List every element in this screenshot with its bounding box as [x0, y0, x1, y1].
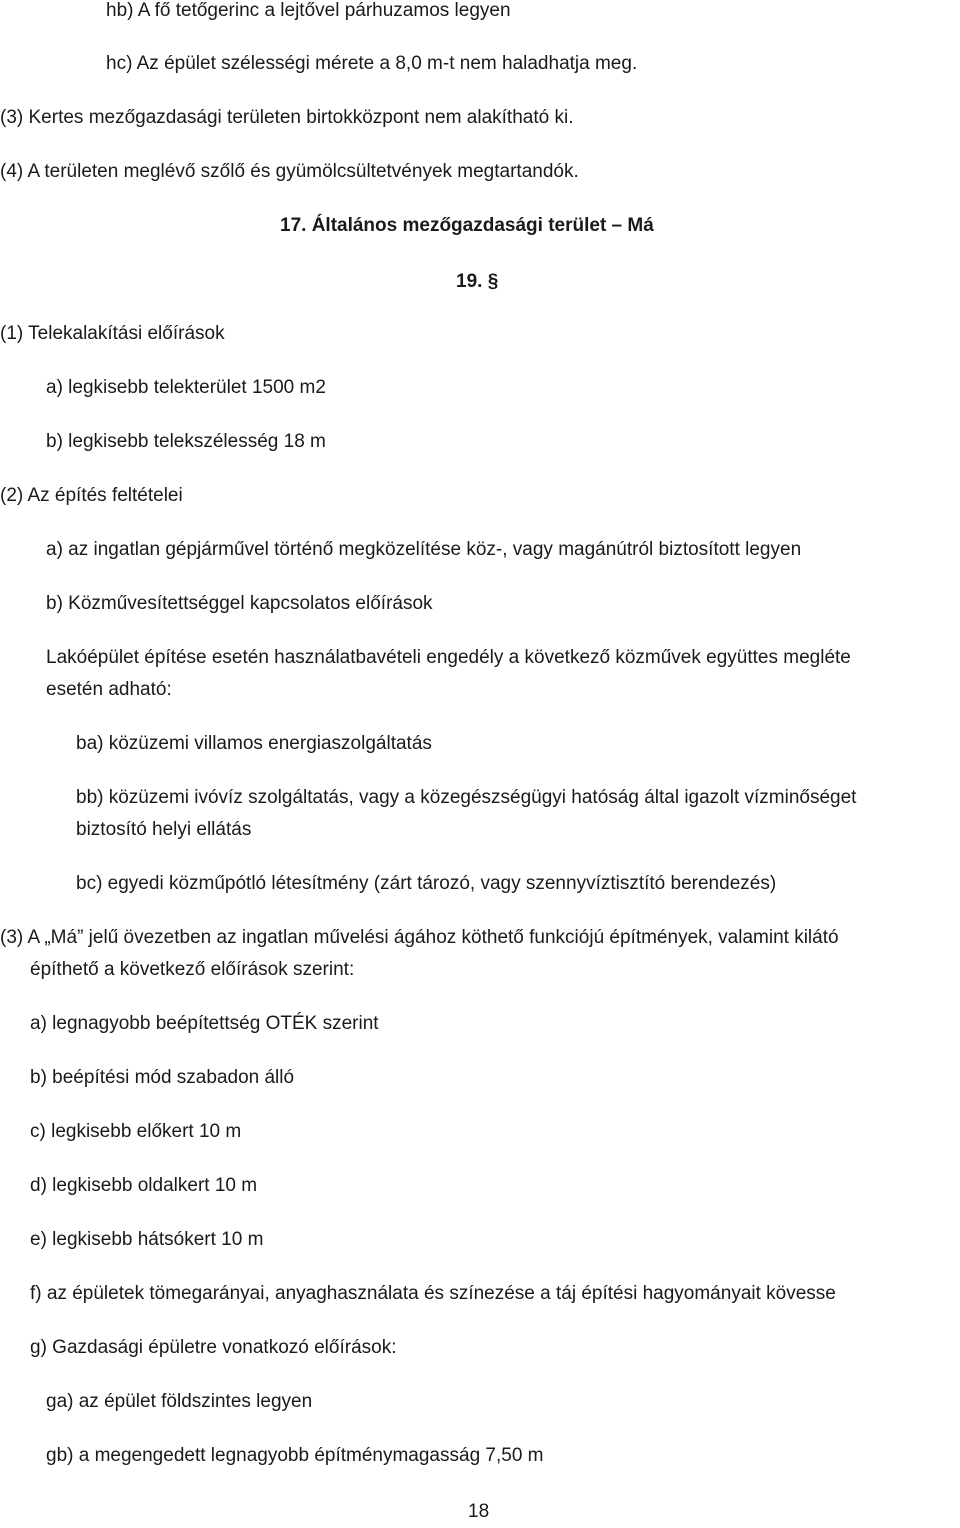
item-ba: ba) közüzemi villamos energiaszolgáltatás — [76, 733, 432, 754]
item-1a: a) legkisebb telekterület 1500 m2 — [46, 377, 326, 398]
clause-hc: hc) Az épület szélességi mérete a 8,0 m-t nem haladhatja meg. — [106, 53, 638, 74]
item-3d: d) legkisebb oldalkert 10 m — [30, 1175, 258, 1196]
lakoepulet-line-2: esetén adható: — [46, 679, 172, 700]
item-2a: a) az ingatlan gépjárművel történő megközelítése köz-, vagy magánútról biztosított legyen — [46, 539, 802, 560]
item-bb-line-2: biztosító helyi ellátás — [76, 819, 252, 840]
item-3a: a) legnagyobb beépítettség OTÉK szerint — [30, 1013, 379, 1034]
lakoepulet-line-1: Lakóépület építése esetén használatbavételi engedély a következő közművek együttes megléte — [46, 647, 851, 668]
subsection-1: (1) Telekalakítási előírások — [0, 323, 225, 344]
item-3c: c) legkisebb előkert 10 m — [30, 1121, 242, 1142]
item-bc: bc) egyedi közműpótló létesítmény (zárt tározó, vagy szennyvíztisztító berendezés) — [76, 873, 777, 894]
item-3b: b) beépítési mód szabadon álló — [30, 1067, 295, 1088]
section-heading: 17. Általános mezőgazdasági terület – Má — [280, 215, 654, 236]
item-2b: b) Közművesítettséggel kapcsolatos előírások — [46, 593, 433, 614]
item-3f: f) az épületek tömegarányai, anyaghasználata és színezése a táj építési hagyományait kövesse — [30, 1283, 836, 1304]
item-3e: e) legkisebb hátsókert 10 m — [30, 1229, 264, 1250]
item-bb-line-1: bb) közüzemi ivóvíz szolgáltatás, vagy a közegészségügyi hatóság által igazolt vízminőséget — [76, 787, 857, 808]
page-number: 18 — [468, 1501, 490, 1522]
subsection-2: (2) Az építés feltételei — [0, 485, 183, 506]
paragraph-4: (4) A területen meglévő szőlő és gyümölcsültetvények megtartandók. — [0, 161, 579, 182]
item-3g: g) Gazdasági épületre vonatkozó előírások: — [30, 1337, 397, 1358]
section-number: 19. § — [456, 271, 499, 292]
item-gb: gb) a megengedett legnagyobb építménymagasság 7,50 m — [46, 1445, 544, 1466]
item-1b: b) legkisebb telekszélesség 18 m — [46, 431, 326, 452]
subsection-3-line-1: (3) A „Má” jelű övezetben az ingatlan művelési ágához köthető funkciójú építmények, valamint kilátó — [0, 927, 839, 948]
paragraph-3: (3) Kertes mezőgazdasági területen birtokközpont nem alakítható ki. — [0, 107, 574, 128]
item-ga: ga) az épület földszintes legyen — [46, 1391, 313, 1412]
subsection-3-line-2: építhető a következő előírások szerint: — [30, 959, 355, 980]
clause-hb: hb) A fő tetőgerinc a lejtővel párhuzamos legyen — [106, 0, 511, 21]
